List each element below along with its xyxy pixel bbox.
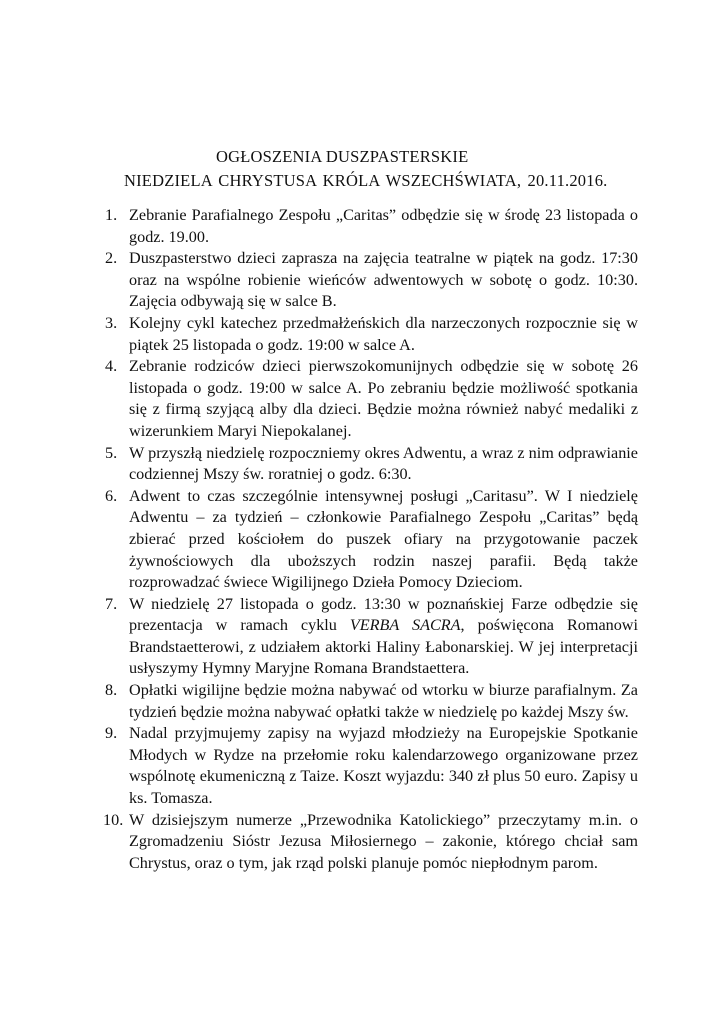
announcement-item-5: [105, 443, 638, 486]
announcement-item-4: [105, 356, 638, 442]
announcement-item-1: [105, 205, 638, 248]
announcement-text: W dzisiejszym numerze „Przewodnika Katolickiego” przeczytamy m.in. o Zgromadzeniu Sióstr Jezusa Miłosiernego – zakonie, którego chciał sam Chrystus, oraz o tym, jak rząd polski planuje pomóc niepłodnym parom.: [129, 810, 638, 872]
announcement-text: Kolejny cykl katechez przedmałżeńskich dla narzeczonych rozpocznie się w piątek 25 listopada o godz. 19:00 w salce A.: [129, 313, 638, 354]
announcement-item-7: [105, 594, 638, 680]
announcement-number: 6.: [105, 486, 118, 505]
announcement-number: 5.: [105, 443, 118, 462]
announcement-item-6: [105, 486, 638, 594]
announcement-number: 4.: [105, 357, 118, 376]
announcement-text: Zebranie rodziców dzieci pierwszokomunijnych odbędzie się w sobotę 26 listopada o godz. 19:00 w salce A. Po zebraniu będzie możliwość spotkania się z firmą szyjącą alby dla dzieci. Będzie można również nabyć medaliki z wizerunkiem Maryi Niepokalanej.: [129, 357, 638, 440]
announcement-list: [105, 205, 638, 874]
announcement-number: 9.: [105, 724, 118, 743]
announcement-text: Adwent to czas szczególnie intensywnej posługi „Caritasu”. W I niedzielę Adwentu – za tydzień – członkowie Parafialnego Zespołu „Caritas” będą zbierać przed kościołem do puszek ofiary na przygotowanie paczek żywnościowych dla uboższych rodzin naszej parafii. Będą także rozprowadzać świece Wigilijnego Dzieła Pomocy Dzieciom.: [129, 486, 638, 592]
announcement-text-after: , poświęcona Romanowi Brandstaetterowi, z udziałem aktorki Haliny Łabonarskiej. W jej interpretacji usłyszymy Hymny Maryjne Romana Brandstaettera.: [129, 616, 638, 678]
announcement-text: Nadal przyjmujemy zapisy na wyjazd młodzieży na Europejskie Spotkanie Młodych w Rydze na przełomie roku kalendarzowego organizowane przez wspólnotę ekumeniczną z Taize. Koszt wyjazdu: 340 zł plus 50 euro. Zapisy u ks. Tomasza.: [129, 724, 638, 808]
announcement-number: 8.: [105, 681, 118, 700]
announcement-number: 3.: [105, 313, 118, 332]
announcement-number: 2.: [105, 249, 118, 268]
page-title: OGŁOSZENIA DUSZPASTERSKIE: [216, 147, 469, 166]
announcement-text: Duszpasterstwo dzieci zaprasza na zajęcia teatralne w piątek na godz. 17:30 oraz na wspólne robienie wieńców adwentowych w sobotę o godz. 10:30. Zajęcia odbywają się w salce B.: [129, 249, 638, 311]
announcement-item-8: [105, 680, 638, 723]
announcement-item-9: [105, 723, 638, 809]
announcement-italic-title: VERBA SACRA: [349, 616, 461, 635]
announcement-text: Opłatki wigilijne będzie można nabywać od wtorku w biurze parafialnym. Za tydzień będzie można nabywać opłatki także w niedzielę po każdej Mszy św.: [129, 681, 638, 721]
announcement-item-2: [105, 248, 638, 313]
announcement-number: 1.: [105, 206, 118, 224]
announcement-item-10: [105, 810, 638, 875]
announcement-number: 10.: [103, 810, 124, 829]
announcement-text-before: W niedzielę 27 listopada o godz. 13:30 w poznańskiej Farze odbędzie się prezentacja w ramach cyklu: [129, 594, 638, 635]
announcement-text: W przyszłą niedzielę rozpoczniemy okres Adwentu, a wraz z nim odprawianie codziennej Mszy św. roratniej o godz. 6:30.: [129, 443, 638, 484]
announcement-text: Zebranie Parafialnego Zespołu „Caritas” odbędzie się w środę 23 listopada o godz. 19.00.: [129, 206, 638, 246]
announcement-item-3: [105, 313, 638, 356]
page-subtitle: NIEDZIELA CHRYSTUSA KRÓLA WSZECHŚWIATA, 20.11.2016.: [124, 171, 608, 190]
announcement-number: 7.: [105, 594, 118, 613]
